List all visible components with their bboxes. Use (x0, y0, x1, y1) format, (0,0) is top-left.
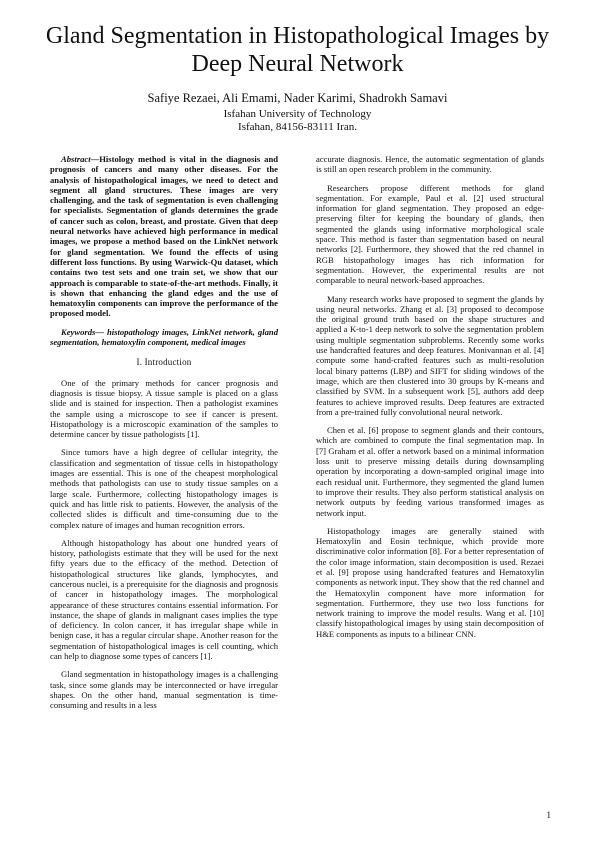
right-column (316, 154, 544, 647)
page-number: 1 (546, 810, 551, 820)
keywords-label: Keywords (61, 326, 96, 337)
keywords (50, 327, 278, 348)
paragraph: Although histopathology has about one hundred years of history, pathologists estimate that they will be used for the next fifty years due to the efficacy of the method. Detection of histopathological structures like glands, lymphocytes, and cancerous nuclei, is a prerequisite for the diagnosis and prognosis of cancer in histopathology images. The morphological appearance of these structures contains essential information. For instance, the shape of glands in malignant cases implies the type of deficiency. In colon cancer, it has irregular shape while in benign case, it has a regular circular shape. Another reason for the segmentation of histopathological images is cell counting, which can help to diagnose some types of cancers [1]. (50, 537, 278, 662)
affiliation-block (20, 108, 575, 134)
paragraph: accurate diagnosis. Hence, the automatic segmentation of glands is still an open research problem in the community. (316, 154, 544, 175)
paragraph: Chen et al. [6] propose to segment glands and their contours, which are combined to compute the final segmentation map. In [7] Graham et al. offer a network based on a minimal information loss unit to preserve missing details during downsampling operation by incorporating a down-sampled original image into each residual unit. Furthermore, they segmented the gland lumen to improve their results. They also perform statistical analysis on network outputs by feeding various transformed images as network input. (316, 425, 544, 518)
paragraph: Histopathology images are generally stained with Hematoxylin and Eosin technique, which provide more discriminative color information [8]. For a better representation of the color image information, stain decomposition is used. Rezaei et al. [9] propose using handcrafted features and Hematoxylin components as network input. They show that the red channel and the Hematoxylin component have more information for segmentation. Furthermore, they use two loss functions for network training to improve the model results. Wang et al. [10] classify histopathological images by using stain decomposition of H&E components as inputs to a bilinear CNN. (316, 525, 544, 639)
paragraph: Since tumors have a high degree of cellular integrity, the classification and segmentation of tissue cells in histopathology images are essential. This is one of the cheapest morphological methods that pathologists can use to study tissue samples on a large scale. Furthermore, collecting histopathology images is quick and has little risk to patients. However, the analysis of the collected slides is difficult and time-consuming due to the complex nature of images and human recognition errors. (50, 447, 278, 530)
abstract-text: —Histology method is vital in the diagnosis and prognosis of cancers and many other diseases. For the analysis of histopathological images, we need to detect and segment all gland structures. These images are very challenging, and the task of segmentation is even challenging for specialists. Segmentation of glands determines the grade of cancer such as colon, breast, and prostate. Given that deep neural networks have achieved high performance in medical images, we propose a method based on the LinkNet network for gland segmentation. We found the effects of using different loss functions. By using Warwick-Qu dataset, which contains two test sets and one train set, we show that our approach is comparable to state-of-the-art methods. Finally, it is shown that enhancing the gland edges and the use of hematoxylin components can improve the performance of the proposed model. (50, 154, 278, 319)
address: Isfahan, 84156-83111 Iran. (238, 121, 357, 133)
author-list: Safiye Rezaei, Ali Emami, Nader Karimi, Shadrokh Samavi (147, 91, 448, 105)
paragraph: Many research works have proposed to segment the glands by using neural networks. Zhang et al. [3] proposed to decompose the original ground truth based on the shape structures and applied a K-to-1 deep network to solve the segmentation problem using multiple segmentation subproblems. Recently some works use handcrafted features and deep features. Monivannan et al. [4] compute some hand-crafted features such as multi-resolution local binary patterns (LBP) and SIFT for sliding windows of the image, which are then clustered into 30 groups by K-means and classified by SVM. In a subsequent work [5], authors add deep features to achieve improved results. Deep features are extracted from a pre-trained fully convolutional neural network. (316, 293, 544, 417)
paper-title: Gland Segmentation in Histopathological Images by Deep Neural Network (45, 23, 550, 77)
paragraph: Researchers propose different methods for gland segmentation. For example, Paul et al. [2] used structural information for gland segmentation. They proposed an edge-preserving filter for keeping the boundary of glands, then segmented the glands using informative morphological scale space. This method is faster than segmentation based on neural networks [2]. Furthermore, they showed that the red channel in RGB histopathology images has rich information for segmentation. However, the experimental results are not comparable to neural network-based approaches. (316, 182, 544, 286)
section-heading: I. Introduction (136, 357, 192, 368)
affiliation: Isfahan University of Technology (223, 108, 372, 120)
abstract-label: Abstract (61, 154, 91, 164)
paragraph: One of the primary methods for cancer prognosis and diagnosis is tissue biopsy. A tissue sample is placed on a glass slide and is stained for inspection. Then a pathologist examines the sample using a microscope to see if cancer is present. Histopathology is a microscopic examination of the samples to determine cancer by tissue pathologists [1]. (50, 377, 278, 440)
abstract (50, 154, 278, 319)
keywords-text: — histopathology images, LinkNet network, gland segmentation, hematoxylin component, medical images (50, 326, 278, 348)
paragraph: Gland segmentation in histopathology images is a challenging task, since some glands may be interconnected or have irregular shapes. On the other hand, manual segmentation is time-consuming and results in a less (50, 669, 278, 711)
left-column (50, 154, 278, 719)
